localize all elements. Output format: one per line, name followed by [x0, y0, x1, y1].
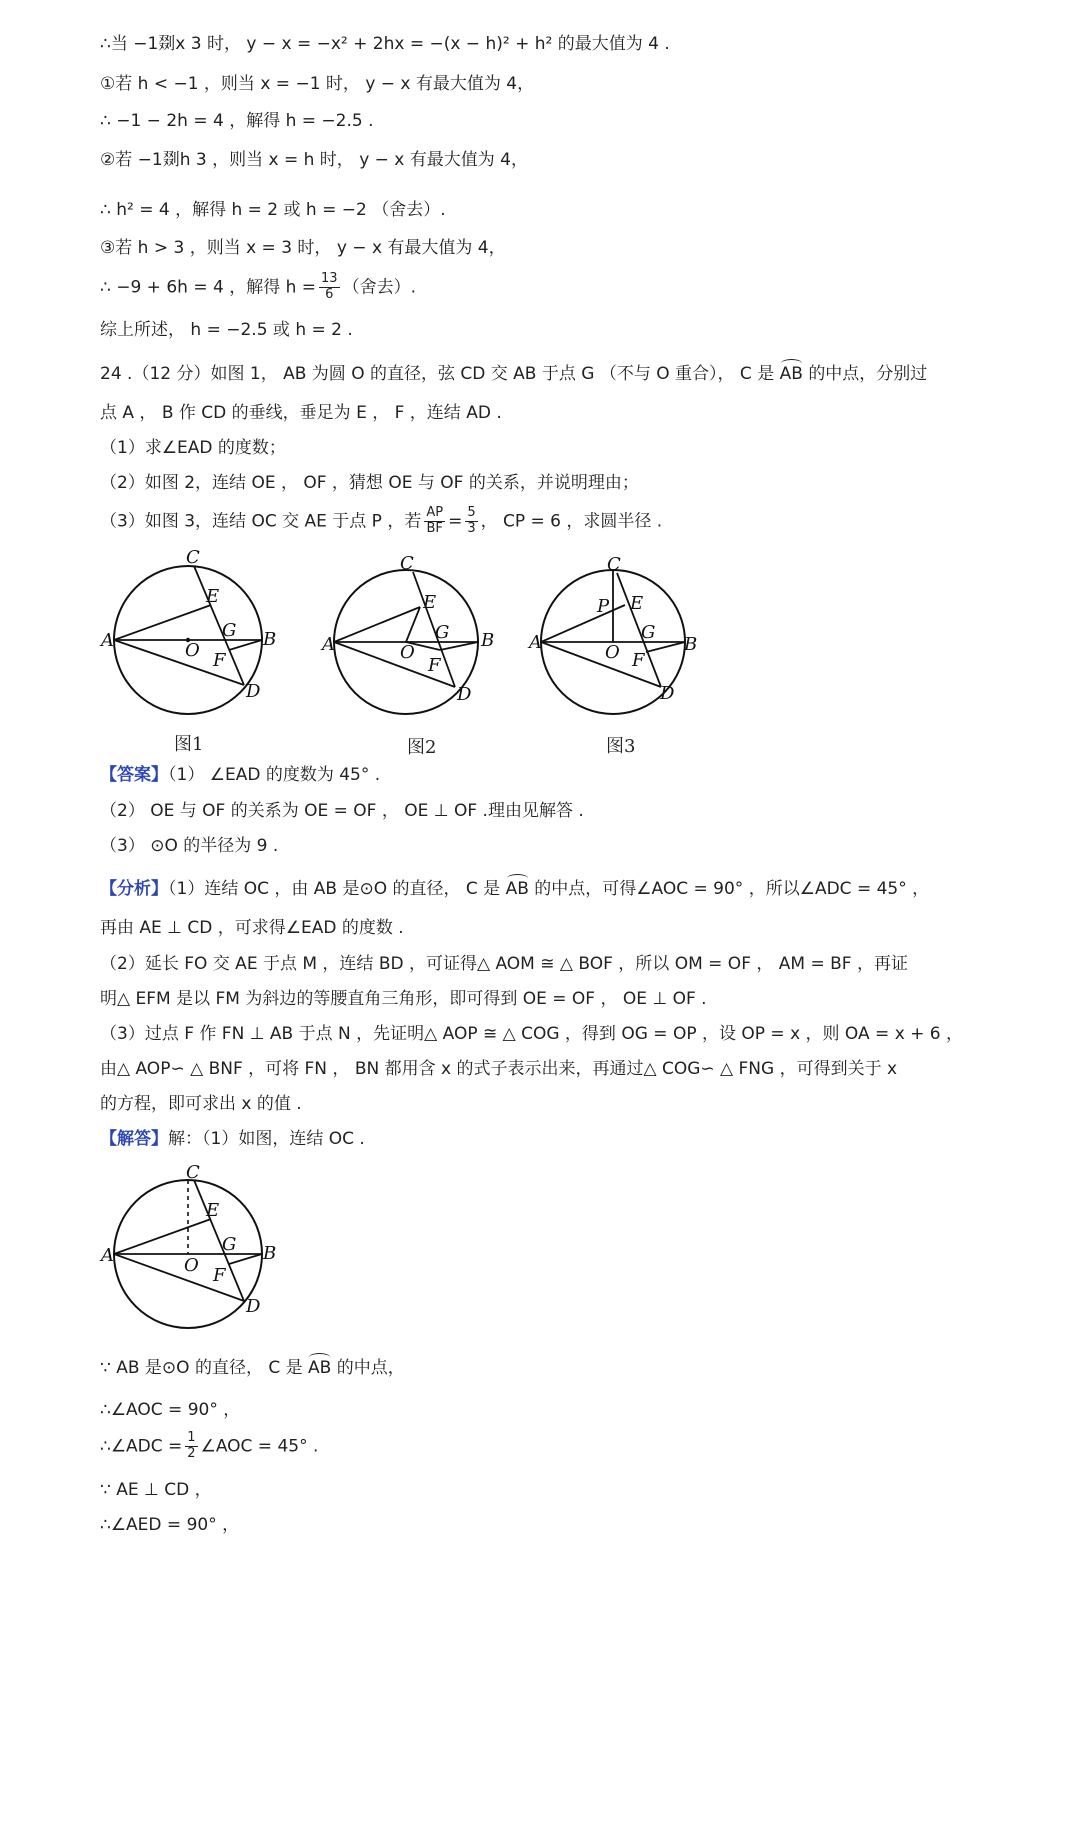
text-line: ②若 −1剟h 3 ，则当 x = h 时， y − x 有最大值为 4， — [100, 150, 528, 170]
figure-2-caption: 图2 — [407, 737, 437, 758]
label-B: B — [263, 629, 277, 650]
analysis-line-3: （2）延长 FO 交 AE 于点 M ，连结 BD ，可证得△ AOM ≅ △ BOF ，所以 OM = OF ， AM = BF ，再证 — [100, 954, 908, 974]
fraction-one-half: $\frac{1}{2}$ — [187, 1430, 196, 1461]
text-fragment: ∴ −9 + 6h = 4 ，解得 h = — [100, 277, 317, 298]
label-G: G — [641, 622, 656, 643]
text-fragment: （3）如图 3，连结 OC 交 AE 于点 P ，若 — [100, 511, 422, 532]
fraction-ap-bf: $\frac{AP}{BF}$ — [426, 505, 444, 536]
figure-3 — [528, 556, 710, 736]
label-F: F — [213, 1265, 226, 1286]
text-line: ∴当 −1剟x 3 时， y − x = −x² + 2hx = −(x − h)² + h² 的最大值为 4 . — [100, 34, 670, 54]
answer-line-2: （2） OE 与 OF 的关系为 OE = OF ， OE ⊥ OF .理由见解答 . — [100, 801, 584, 821]
text-fragment: （1）连结 OC ，由 AB 是⊙O 的直径， C 是 — [168, 879, 501, 899]
fraction-denominator: 6 — [325, 286, 334, 302]
text-fragment: ∠AOC = 45° . — [200, 1436, 319, 1457]
text-line: 综上所述， h = −2.5 或 h = 2 . — [100, 320, 353, 340]
label-G: G — [435, 622, 450, 643]
text-line: ③若 h > 3 ，则当 x = 3 时， y − x 有最大值为 4， — [100, 238, 506, 258]
label-F: F — [632, 650, 645, 671]
solution-line-1 — [100, 1131, 365, 1148]
analysis-tag: 【分析】 — [100, 879, 168, 899]
text-line: ∴ h² = 4 ，解得 h = 2 或 h = −2 （舍去）. — [100, 200, 446, 220]
text-fragment: ∵ AB 是⊙O 的直径， C 是 — [100, 1358, 303, 1378]
label-B: B — [684, 634, 698, 655]
label-D: D — [660, 683, 675, 704]
text-fragment: 24 .（12 分）如图 1， AB 为圆 O 的直径，弦 CD 交 AB 于点 G （不与 O 重合）， C 是 — [100, 364, 775, 384]
label-G: G — [222, 620, 237, 641]
text-fragment: （1） ∠EAD 的度数为 45° . — [168, 765, 381, 785]
label-F: F — [213, 650, 226, 671]
text-fragment: 的中点，分别过 — [808, 364, 928, 384]
solution-step-3 — [100, 1431, 318, 1462]
text-fragment: （舍去）. — [342, 277, 416, 298]
label-A: A — [101, 1245, 114, 1266]
fraction-numerator: 13 — [321, 271, 338, 286]
label-B: B — [263, 1243, 277, 1264]
answer-line-1 — [100, 767, 380, 784]
label-O: O — [605, 642, 620, 663]
label-C: C — [186, 547, 200, 568]
label-D: D — [246, 1296, 261, 1317]
analysis-line-4: 明△ EFM 是以 FM 为斜边的等腰直角三角形，即可得到 OE = OF ， OE ⊥ OF . — [100, 989, 707, 1009]
label-C: C — [607, 554, 621, 575]
analysis-line-7: 的方程，即可求出 x 的值 . — [100, 1094, 302, 1114]
text-fragment: 的中点，可得∠AOC = 90° ，所以∠ADC = 45° ， — [534, 879, 930, 899]
analysis-line-2: 再由 AE ⊥ CD ，可求得∠EAD 的度数 . — [100, 918, 404, 938]
text-line-fraction — [100, 272, 416, 303]
figure-1 — [100, 548, 290, 728]
answer-line-3: （3） ⊙O 的半径为 9 . — [100, 836, 279, 856]
fraction-5-3: $\frac{5}{3}$ — [467, 505, 476, 536]
text-fragment: ， CP = 6 ，求圆半径 . — [480, 511, 663, 532]
fraction — [319, 272, 340, 303]
analysis-line-5: （3）过点 F 作 FN ⊥ AB 于点 N ，先证明△ AOP ≅ △ COG ，得到 OG = OP ，设 OP = x ，则 OA = x + 6 ， — [100, 1024, 964, 1044]
text-fragment: ∴∠ADC = — [100, 1436, 183, 1457]
arc-ab: AB — [779, 364, 803, 384]
label-D: D — [246, 681, 261, 702]
label-F: F — [428, 655, 441, 676]
label-A: A — [101, 630, 114, 651]
label-A: A — [529, 632, 542, 653]
text-fragment: 解：（1）如图，连结 OC . — [168, 1129, 365, 1149]
label-B: B — [481, 630, 495, 651]
label-E: E — [423, 592, 437, 613]
label-A: A — [322, 634, 335, 655]
arc-ab: AB — [308, 1358, 332, 1378]
label-E: E — [206, 586, 220, 607]
figure-solution — [100, 1162, 290, 1342]
label-O: O — [185, 640, 200, 661]
figure-1-caption: 图1 — [174, 734, 204, 755]
figure-2 — [320, 552, 505, 732]
text-line: ∴ −1 − 2h = 4 ，解得 h = −2.5 . — [100, 111, 374, 131]
subquestion-1: （1）求∠EAD 的度数； — [100, 438, 286, 458]
label-C: C — [186, 1162, 200, 1183]
solution-step-2: ∴∠AOC = 90° ， — [100, 1400, 241, 1420]
subquestion-2: （2）如图 2，连结 OE ， OF ，猜想 OE 与 OF 的关系，并说明理由； — [100, 473, 639, 493]
answer-tag: 【答案】 — [100, 765, 168, 785]
label-O: O — [400, 642, 415, 663]
question-24-line — [100, 366, 927, 383]
analysis-line-1 — [100, 881, 929, 898]
text-line: 点 A ， B 作 CD 的垂线，垂足为 E ， F ，连结 AD . — [100, 403, 502, 423]
solution-step-4: ∵ AE ⊥ CD ， — [100, 1480, 212, 1500]
subquestion-3: （3）如图 3，连结 OC 交 AE 于点 P ，若 $\frac{AP}{BF}$ = $\frac{5}{3}$ ， CP = 6 ，求圆半径 . — [100, 505, 663, 536]
text-line: ①若 h < −1 ，则当 x = −1 时， y − x 有最大值为 4， — [100, 74, 535, 94]
label-E: E — [206, 1200, 220, 1221]
arc-ab: AB — [505, 879, 529, 899]
label-E: E — [630, 593, 644, 614]
label-G: G — [222, 1234, 237, 1255]
figure-3-caption: 图3 — [606, 736, 636, 757]
text-fragment: 的中点， — [336, 1358, 405, 1378]
analysis-line-6: 由△ AOP∽ △ BNF ，可将 FN ， BN 都用含 x 的式子表示出来，再通过△ COG∽ △ FNG ，可得到关于 x — [100, 1059, 898, 1079]
label-P: P — [597, 596, 610, 617]
solution-tag: 【解答】 — [100, 1129, 168, 1149]
label-C: C — [400, 553, 414, 574]
label-O: O — [184, 1255, 199, 1276]
solution-step-1 — [100, 1360, 405, 1377]
solution-step-5: ∴∠AED = 90° ， — [100, 1515, 240, 1535]
label-D: D — [457, 684, 472, 705]
